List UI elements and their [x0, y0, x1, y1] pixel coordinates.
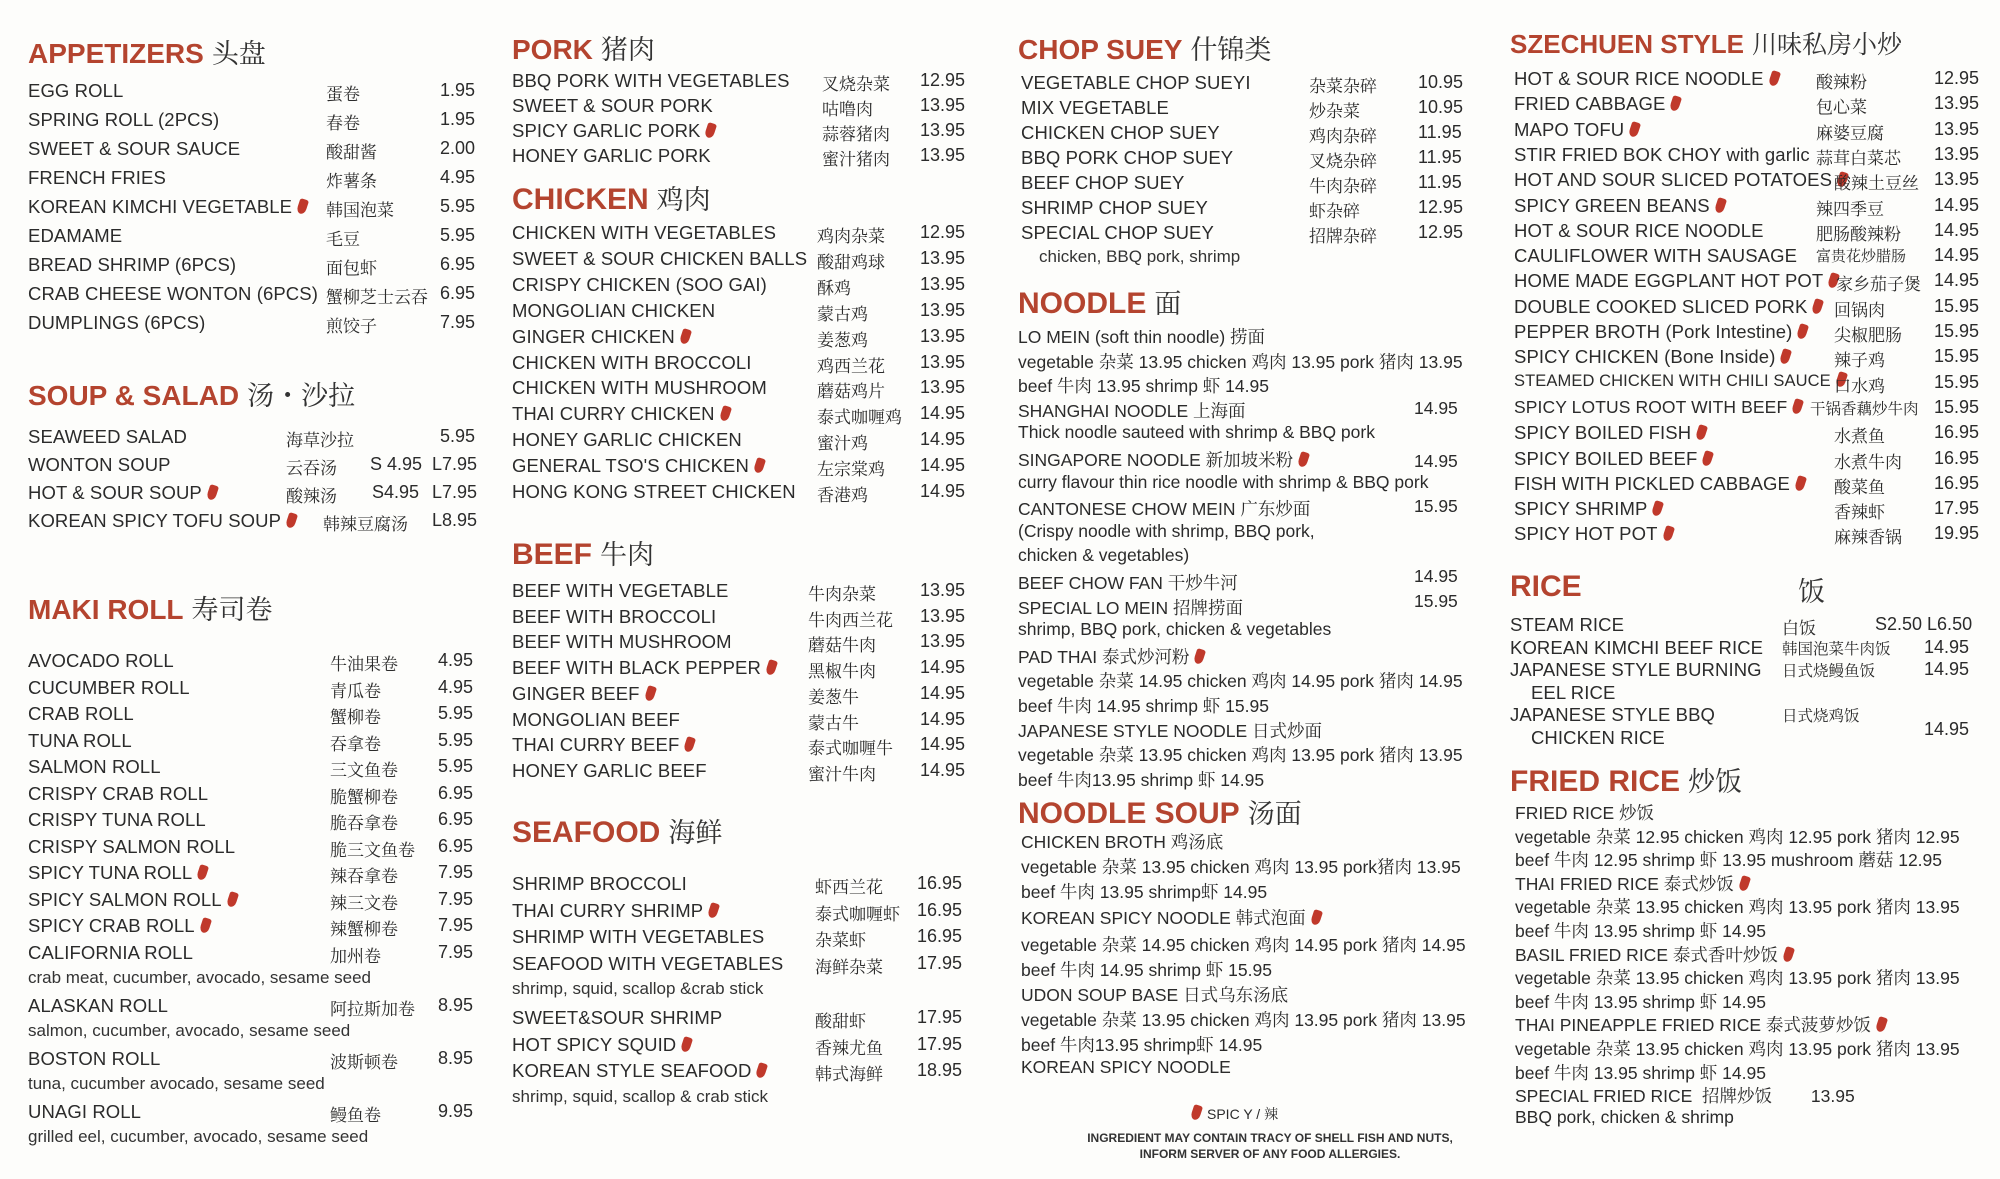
list-item: CAULIFLOWER WITH SAUSAGE 富贵花炒腊肠 14.95	[1514, 245, 1980, 267]
chili-icon	[199, 917, 212, 934]
list-item: SPICY HOT POT 麻辣香锅 19.95	[1514, 523, 1980, 548]
list-item: vegetable 杂菜 13.95 chicken 鸡肉 13.95 pork 猪肉 13.95	[1515, 968, 1960, 989]
chili-icon	[1767, 70, 1780, 87]
list-item: MONGOLIAN CHICKEN 蒙古鸡 13.95	[512, 299, 966, 324]
list-item: SPECIAL LO MEIN 招牌捞面 15.95	[1018, 590, 1458, 618]
pork-title: PORK 猪肉	[512, 34, 655, 65]
list-item: beef 牛肉13.95 shrimp 虾 14.95	[1018, 769, 1265, 790]
allergy-note-line-1: INGREDIENT MAY CONTAIN TRACY OF SHELL FISH AND NUTS,	[1087, 1131, 1453, 1145]
chili-icon	[680, 1035, 693, 1052]
list-item: CHICKEN WITH BROCCOLI 鸡西兰花 13.95	[512, 351, 966, 376]
list-item: BEEF WITH BROCCOLI 牛肉西兰花 13.95	[512, 605, 966, 630]
list-item: BEEF CHOW FAN 干炒牛河 14.95	[1018, 566, 1458, 593]
list-item: CRISPY CHICKEN (SOO GAI) 酥鸡 13.95	[512, 273, 966, 298]
chili-icon	[753, 457, 766, 474]
list-item: curry flavour thin rice noodle with shrimp & BBQ pork	[1018, 471, 1429, 492]
list-item: BBQ PORK WITH VEGETABLES 叉烧杂菜 12.95	[512, 70, 966, 94]
list-item: SALMON ROLL 三文鱼卷 5.95	[28, 756, 474, 780]
list-item: KOREAN KIMCHI BEEF RICE 韩国泡菜牛肉饭 14.95	[1510, 636, 1970, 658]
fried-rice-title: FRIED RICE 炒饭	[1510, 765, 1743, 798]
chili-icon	[1701, 449, 1714, 466]
chili-icon	[718, 405, 731, 422]
list-item: BEEF WITH BLACK PEPPER 黑椒牛肉 14.95	[512, 657, 966, 682]
chili-icon	[1779, 348, 1792, 365]
chili-icon	[1782, 946, 1795, 963]
list-item: LO MEIN (soft thin noodle) 捞面	[1018, 327, 1266, 347]
chili-icon	[643, 685, 656, 702]
chop-suey-title: CHOP SUEY 什锦类	[1018, 34, 1272, 65]
list-item: EGG ROLL 蛋卷 1.95	[28, 80, 476, 104]
chili-icon	[1297, 451, 1310, 468]
list-item: THAI PINEAPPLE FRIED RICE 泰式菠萝炒饭	[1515, 1012, 1886, 1036]
noodle-title: NOODLE 面	[1018, 287, 1182, 320]
chili-icon	[296, 198, 309, 215]
list-item: HONG KONG STREET CHICKEN 香港鸡 14.95	[512, 481, 966, 505]
seafood-title: SEAFOOD 海鲜	[512, 816, 723, 849]
list-item: KOREAN SPICY NOODLE 韩式泡面	[1021, 905, 1321, 929]
list-item: BOSTON ROLL 波斯顿卷 8.95	[28, 1047, 474, 1072]
list-item: CUCUMBER ROLL 青瓜卷 4.95	[28, 676, 474, 701]
chili-icon	[1811, 298, 1824, 315]
chili-icon	[226, 890, 239, 907]
list-item: STEAM RICE 白饭 S2.50 L6.50	[1510, 614, 1973, 638]
list-item: beef 牛肉 13.95 shrimp 虾 14.95	[1515, 991, 1766, 1012]
list-item: beef 牛肉 13.95 shrimp 虾 14.95	[1515, 1062, 1766, 1083]
list-item: JAPANESE STYLE BBQ 日式烧鸡饭	[1510, 704, 1860, 725]
list-item: BEEF WITH VEGETABLE 牛肉杂菜 13.95	[512, 580, 966, 604]
item-description: chicken, BBQ pork, shrimp	[1039, 247, 1241, 266]
list-item: SWEET & SOUR PORK 咕噜肉 13.95	[512, 95, 966, 119]
list-item: KOREAN STYLE SEAFOOD 韩式海鲜 18.95	[512, 1060, 963, 1084]
list-item: beef 牛肉 13.95 shrimp 虾 14.95	[1018, 376, 1269, 397]
chicken-title: CHICKEN 鸡肉	[512, 183, 711, 216]
list-item: SPICY TUNA ROLL 辣吞拿卷 7.95	[28, 862, 474, 886]
list-item: beef 牛肉 13.95 shrimp虾 14.95	[1021, 882, 1268, 903]
list-item: FRIED CABBAGE 包心菜 13.95	[1514, 93, 1980, 118]
list-item: UNAGI ROLL 鳗鱼卷 9.95	[28, 1100, 474, 1125]
list-item: GINGER CHICKEN 姜葱鸡 13.95	[512, 325, 966, 350]
list-item: BASIL FRIED RICE 泰式香叶炒饭	[1515, 942, 1793, 966]
list-item: SEAWEED SALAD 海草沙拉 5.95	[28, 426, 476, 450]
list-item: SINGAPORE NOODLE 新加坡米粉 14.95	[1018, 450, 1458, 471]
chili-icon	[1193, 648, 1206, 665]
list-item: HOT & SOUR SOUP 酸辣汤 S4.95 L7.95	[28, 482, 478, 506]
list-item: MIX VEGETABLE 炒杂菜 10.95	[1021, 97, 1464, 121]
chili-icon	[1310, 909, 1323, 926]
list-item: FISH WITH PICKLED CABBAGE 酸菜鱼 16.95	[1514, 472, 1980, 497]
list-item: SPICY CRAB ROLL 辣蟹柳卷 7.95	[28, 915, 474, 939]
list-item: SPECIAL CHOP SUEY 招牌杂碎 12.95	[1021, 222, 1464, 246]
list-item: HONEY GARLIC BEEF 蜜汁牛肉 14.95	[512, 759, 966, 784]
chili-icon	[1669, 95, 1682, 112]
list-item: vegetable 杂菜 13.95 chicken 鸡肉 13.95 pork 猪肉 13.95	[1018, 351, 1463, 372]
chili-icon	[1875, 1016, 1888, 1033]
list-item: WONTON SOUP 云吞汤 S 4.95 L7.95	[28, 454, 478, 478]
list-item: FRIED RICE 炒饭	[1515, 803, 1655, 823]
list-item: KOREAN SPICY TOFU SOUP 韩辣豆腐汤 L8.95	[28, 510, 478, 534]
list-item: STEAMED CHICKEN WITH CHILI SAUCE 口水鸡 15.95	[1514, 371, 1980, 396]
list-item: TUNA ROLL 吞拿卷 5.95	[28, 729, 474, 754]
chili-icon	[206, 484, 219, 501]
list-item: SWEET&SOUR SHRIMP 酸甜虾 17.95	[512, 1007, 963, 1031]
list-item: BEEF CHOP SUEY 牛肉杂碎 11.95	[1021, 172, 1462, 196]
list-item: HOME MADE EGGPLANT HOT POT 家乡茄子煲 14.95	[1514, 270, 1980, 295]
list-item: SPICY BOILED BEEF 水煮牛肉 16.95	[1514, 447, 1980, 472]
list-item: MAPO TOFU 麻婆豆腐 13.95	[1514, 118, 1980, 143]
chili-icon	[1796, 323, 1809, 340]
spicy-legend: SPIC Y / 辣	[1192, 1104, 1278, 1124]
item-description: tuna, cucumber avocado, sesame seed	[28, 1074, 325, 1093]
list-item: SPICY LOTUS ROOT WITH BEEF 干锅香藕炒牛肉 15.95	[1514, 396, 1980, 418]
list-item: HOT & SOUR RICE NOODLE 酸辣粉 12.95	[1514, 68, 1980, 92]
list-item: SPRING ROLL (2PCS) 春卷 1.95	[28, 109, 476, 133]
maki-title: MAKI ROLL 寿司卷	[28, 594, 273, 625]
chili-icon	[1791, 398, 1804, 415]
list-item: THAI CURRY SHRIMP 泰式咖喱虾 16.95	[512, 899, 963, 924]
list-item: HOT & SOUR RICE NOODLE 肥肠酸辣粉 14.95	[1514, 219, 1980, 244]
list-item: CHICKEN WITH MUSHROOM 蘑菇鸡片 13.95	[512, 377, 966, 402]
list-item: HOT AND SOUR SLICED POTATOES 酸辣土豆丝 13.95	[1514, 169, 1980, 194]
list-item: beef 牛肉 14.95 shrimp 虾 15.95	[1021, 960, 1272, 980]
list-item: THAI CURRY BEEF 泰式咖喱牛 14.95	[512, 734, 966, 759]
list-item: CALIFORNIA ROLL 加州卷 7.95	[28, 941, 474, 966]
list-item: vegetable 杂菜 14.95 chicken 鸡肉 14.95 pork 猪肉 14.95	[1018, 671, 1463, 692]
chili-icon	[196, 864, 209, 881]
list-item: vegetable 杂菜 13.95 chicken 鸡肉 13.95 pork 猪肉 13.95	[1021, 1010, 1466, 1030]
list-item: SEAFOOD WITH VEGETABLES 海鲜杂菜 17.95	[512, 952, 963, 977]
list-item: AVOCADO ROLL 牛油果卷 4.95	[28, 650, 474, 674]
list-item: SHRIMP CHOP SUEY 虾杂碎 12.95	[1021, 197, 1464, 221]
chili-icon	[1651, 500, 1664, 517]
list-item: BEEF WITH MUSHROOM 蘑菇牛肉 13.95	[512, 631, 966, 656]
list-item: STIR FRIED BOK CHOY with garlic 蒜茸白菜芯 13.95	[1514, 143, 1980, 168]
list-item: SWEET & SOUR CHICKEN BALLS 酸甜鸡球 13.95	[512, 247, 966, 272]
list-item: HONEY GARLIC CHICKEN 蜜汁鸡 14.95	[512, 429, 966, 454]
list-item: SPECIAL FRIED RICE 招牌炒饭 13.95	[1515, 1086, 1855, 1107]
list-item: vegetable 杂菜 13.95 chicken 鸡肉 13.95 pork 猪肉 13.95	[1515, 1039, 1960, 1059]
list-item: SHANGHAI NOODLE 上海面 14.95	[1018, 397, 1458, 421]
chili-icon	[755, 1062, 768, 1079]
list-item: BREAD SHRIMP (6PCS) 面包虾 6.95	[28, 254, 476, 278]
chili-icon	[285, 512, 298, 529]
list-item: Thick noodle sauteed with shrimp & BBQ pork	[1018, 422, 1375, 443]
list-item: GINGER BEEF 姜葱牛 14.95	[512, 682, 966, 707]
chili-icon	[1628, 121, 1641, 138]
list-item: beef 牛肉 12.95 shrimp 虾 13.95 mushroom 蘑菇 12.95	[1515, 850, 1943, 871]
chili-icon	[707, 901, 720, 918]
beef-title: BEEF 牛肉	[512, 538, 655, 571]
chili-icon	[1695, 424, 1708, 441]
list-item: BBQ pork, chicken & shrimp	[1515, 1106, 1734, 1127]
list-item: PEPPER BROTH (Pork Intestine) 尖椒肥肠 15.95	[1514, 321, 1980, 345]
list-item: CHICKEN WITH VEGETABLES 鸡肉杂菜 12.95	[512, 222, 966, 246]
list-item: JAPANESE STYLE BURNING 日式烧鳗鱼饭 14.95	[1510, 659, 1970, 680]
list-item: MONGOLIAN BEEF 蒙古牛 14.95	[512, 708, 966, 733]
chili-icon	[1794, 475, 1807, 492]
list-item: beef 牛肉13.95 shrimp虾 14.95	[1021, 1035, 1263, 1055]
list-item: KOREAN KIMCHI VEGETABLE 韩国泡菜 5.95	[28, 196, 476, 220]
soup-salad-title: SOUP & SALAD 汤・沙拉	[28, 380, 356, 411]
chili-icon	[1738, 875, 1751, 892]
list-item: vegetable 杂菜 13.95 chicken 鸡肉 13.95 pork 猪肉 13.95	[1515, 897, 1960, 918]
list-item: ALASKAN ROLL 阿拉斯加卷 8.95	[28, 994, 474, 1019]
chili-icon	[1661, 525, 1674, 542]
item-description: grilled eel, cucumber, avocado, sesame seed	[28, 1127, 369, 1146]
chili-icon	[683, 736, 696, 753]
list-item: CRAB CHEESE WONTON (6PCS) 蟹柳芝士云吞 6.95	[28, 283, 476, 307]
list-item: CHICKEN BROTH 鸡汤底	[1021, 832, 1224, 852]
list-item: JAPANESE STYLE NOODLE 日式炒面	[1018, 720, 1323, 741]
list-item: chicken & vegetables)	[1018, 545, 1190, 566]
list-item: THAI CURRY CHICKEN 泰式咖喱鸡 14.95	[512, 403, 966, 428]
chili-icon	[1714, 196, 1727, 213]
list-item: CRISPY CRAB ROLL 脆蟹柳卷 6.95	[28, 782, 474, 807]
list-item: CHICKEN CHOP SUEY 鸡肉杂碎 11.95	[1021, 122, 1462, 146]
list-item: SPICY GREEN BEANS 辣四季豆 14.95	[1514, 194, 1980, 219]
list-item: vegetable 杂菜 13.95 chicken 鸡肉 13.95 pork猪肉 13.95	[1021, 857, 1461, 878]
list-item: VEGETABLE CHOP SUEYI 杂菜杂碎 10.95	[1021, 72, 1464, 96]
list-item: DUMPLINGS (6PCS) 煎饺子 7.95	[28, 312, 476, 336]
list-item: beef 牛肉 14.95 shrimp 虾 15.95	[1018, 696, 1269, 716]
list-item: EEL RICE	[1510, 681, 1616, 703]
chili-icon	[679, 328, 692, 345]
list-item: CRISPY TUNA ROLL 脆吞拿卷 6.95	[28, 809, 474, 833]
list-item: SWEET & SOUR SAUCE 酸甜酱 2.00	[28, 138, 476, 162]
list-item: DOUBLE COOKED SLICED PORK 回锅肉 15.95	[1514, 295, 1980, 320]
list-item: KOREAN SPICY NOODLE	[1021, 1057, 1231, 1077]
list-item: beef 牛肉 13.95 shrimp 虾 14.95	[1515, 921, 1766, 941]
list-item: SHRIMP BROCCOLI 虾西兰花 16.95	[512, 873, 963, 897]
list-item: SPICY SALMON ROLL 辣三文卷 7.95	[28, 888, 474, 913]
rice-title: RICE 饭	[1510, 570, 1825, 607]
chili-icon	[1190, 1104, 1203, 1121]
noodle-soup-title: NOODLE SOUP 汤面	[1018, 797, 1302, 830]
list-item: vegetable 杂菜 12.95 chicken 鸡肉 12.95 pork 猪肉 12.95	[1515, 826, 1960, 847]
appetizers-title: APPETIZERS 头盘	[28, 38, 266, 69]
chili-icon	[765, 659, 778, 676]
list-item: UDON SOUP BASE 日式乌东汤底	[1021, 984, 1289, 1005]
list-item: vegetable 杂菜 14.95 chicken 鸡肉 14.95 pork 猪肉 14.95	[1021, 935, 1466, 955]
item-description: shrimp, squid, scallop &crab stick	[512, 979, 764, 998]
list-item: PAD THAI 泰式炒河粉	[1018, 644, 1204, 668]
item-description: crab meat, cucumber, avocado, sesame seed	[28, 968, 372, 987]
list-item: BBQ PORK CHOP SUEY 叉烧杂碎 11.95	[1021, 147, 1462, 171]
list-item: GENERAL TSO'S CHICKEN 左宗棠鸡 14.95	[512, 455, 966, 480]
list-item: EDAMAME 毛豆 5.95	[28, 225, 476, 249]
item-description: salmon, cucumber, avocado, sesame seed	[28, 1021, 351, 1040]
list-item: FRENCH FRIES 炸薯条 4.95	[28, 167, 476, 191]
list-item: SPICY SHRIMP 香辣虾 17.95	[1514, 498, 1980, 523]
szechuen-title: SZECHUEN STYLE 川味私房小炒	[1510, 29, 1903, 59]
list-item: SPICY CHICKEN (Bone Inside) 辣子鸡 15.95	[1514, 346, 1980, 371]
list-item: SHRIMP WITH VEGETABLES 杂菜虾 16.95	[512, 926, 963, 950]
list-item: CRAB ROLL 蟹柳卷 5.95	[28, 703, 474, 727]
allergy-note-line-2: INFORM SERVER OF ANY FOOD ALLERGIES.	[1139, 1147, 1401, 1161]
item-description: shrimp, squid, scallop & crab stick	[512, 1086, 769, 1106]
list-item: CHICKEN RICE 14.95	[1510, 718, 1970, 748]
list-item: (Crispy noodle with shrimp, BBQ pork,	[1018, 520, 1315, 541]
list-item: shrimp, BBQ pork, chicken & vegetables	[1018, 619, 1332, 640]
list-item: vegetable 杂菜 13.95 chicken 鸡肉 13.95 pork 猪肉 13.95	[1018, 745, 1463, 766]
list-item: SPICY GARLIC PORK 蒜蓉猪肉 13.95	[512, 120, 966, 144]
list-item: HOT SPICY SQUID 香辣尤鱼 17.95	[512, 1033, 963, 1058]
list-item: SPICY BOILED FISH 水煮鱼 16.95	[1514, 422, 1980, 447]
list-item: THAI FRIED RICE 泰式炒饭	[1515, 871, 1749, 895]
list-item: CANTONESE CHOW MEIN 广东炒面 15.95	[1018, 496, 1458, 520]
list-item: CRISPY SALMON ROLL 脆三文鱼卷 6.95	[28, 835, 474, 860]
chili-icon	[704, 122, 717, 139]
list-item: HONEY GARLIC PORK 蜜汁猪肉 13.95	[512, 145, 966, 169]
